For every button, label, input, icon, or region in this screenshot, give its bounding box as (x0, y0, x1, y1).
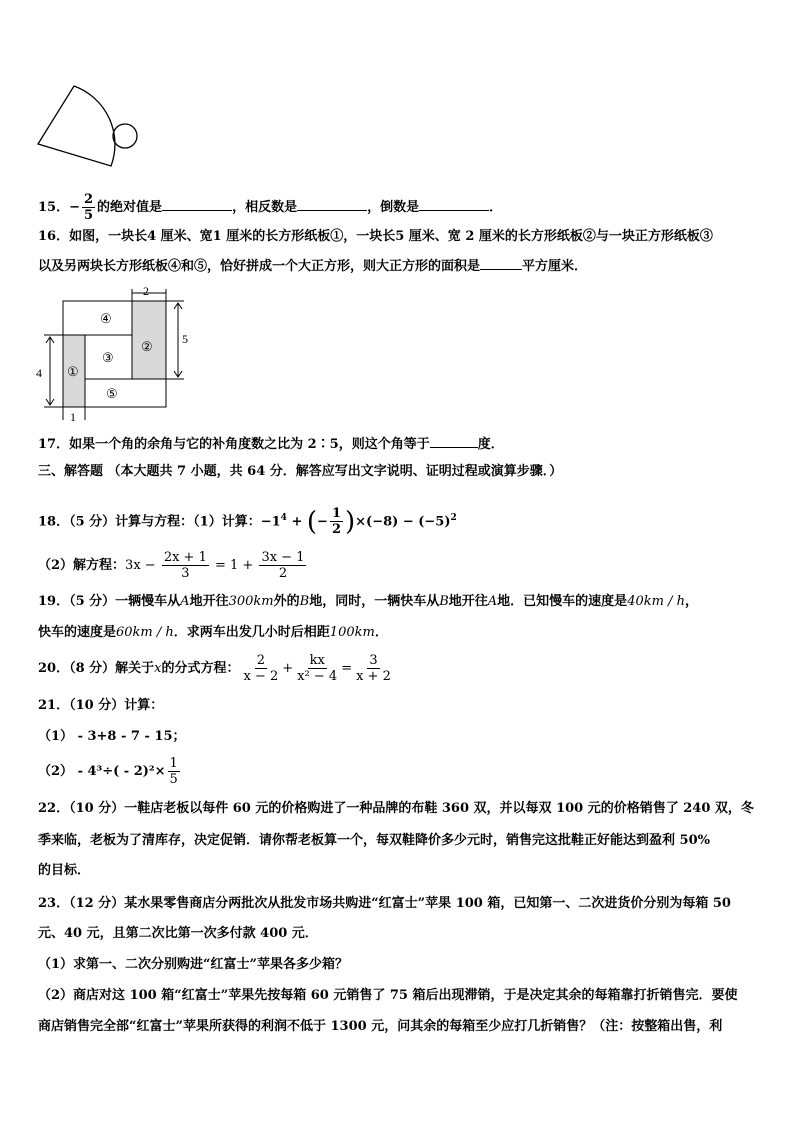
label-dim-4: 4 (36, 366, 42, 380)
question-23-line2: 元、40 元，且第二次比第一次多付款 400 元． (38, 926, 318, 941)
question-23-line4: （2）商店对这 100 箱“红富士”苹果先按每箱 60 元销售了 75 箱后出现滞销，于是决定其余的每箱靠打折销售完．要使 (38, 988, 738, 1003)
answer-blank (430, 447, 478, 448)
question-22-line3: 的目标． (38, 863, 91, 878)
question-20: 20．（8 分）解关于x的分式方程： $\frac{2}{x - 2}$ + $\frac{kx}{\text{x² − 4}}$ = $\frac{3}{x + 2}$ (38, 653, 391, 684)
question-18-part2: （2）解方程：3x − $\frac{2x + 1}{3}$ = 1 + $\frac{3x - 1}{2}$ (38, 550, 305, 581)
question-23-line1: 23．（12 分）某水果零售商店分两批次从批发市场共购进“红富士”苹果 100 箱，已知第一、二次进货价分别为每箱 50 (38, 896, 731, 911)
fraction-two-fifths: $\frac{2}{5}$ (84, 192, 94, 223)
fraction: $\frac{2}{x - 2}$ (243, 653, 279, 684)
fraction: $\frac{3}{x + 2}$ (356, 653, 391, 684)
fraction: $\frac{2x + 1}{3}$ (163, 550, 207, 581)
question-22-line1: 22．（10 分）一鞋店老板以每件 60 元的价格购进了一种品牌的布鞋 360 双，并以每双 100 元的价格销售了 240 双，冬 (38, 801, 754, 816)
label-dim-2: 2 (143, 285, 149, 298)
answer-blank (162, 210, 232, 211)
question-23-line5: 商店销售完全部“红富士”苹果所获得的利润不低于 1300 元，问其余的每箱至少应打几折销售？（注：按整箱出售，利 (38, 1019, 723, 1034)
small-circle (113, 124, 137, 148)
answer-blank (297, 210, 367, 211)
label-piece-5: ⑤ (106, 386, 118, 401)
fraction: $\frac{kx}{\text{x² − 4}}$ (297, 653, 338, 684)
question-18: 18．（5 分）计算与方程：（1）计算：$-1^4$ + (− $\frac{1}{2}$ )$\times(-8) - (-5)^2$ (38, 506, 457, 538)
sector-shape (38, 86, 115, 166)
question-19-line2: 快车的速度是60km / h．求两车出发几小时后相距100km． (38, 625, 388, 640)
question-15: 15．− $\frac{2}{5}$ 的绝对值是 ，相反数是 ，倒数是 ． (38, 192, 503, 223)
question-16-line1: 16．如图，一块长4 厘米、宽1 厘米的长方形纸板①，一块长5 厘米、宽 2 厘米的长方形纸板②与一块正方形纸板③ (38, 229, 713, 244)
rectangles-figure (30, 285, 200, 425)
label-piece-1: ① (67, 364, 79, 379)
section-3-heading: 三、解答题 （本大题共 7 小题，共 64 分．解答应写出文字说明、证明过程或演算步骤．） (38, 464, 563, 479)
question-23-line3: （1）求第一、二次分别购进“红富士”苹果各多少箱？ (38, 957, 349, 972)
question-19-line1: 19．（5 分）一辆慢车从A地开往300km外的B地，同时，一辆快车从B地开往A地．已知慢车的速度是40km / h， (38, 594, 698, 609)
label-piece-2: ② (141, 339, 153, 354)
answer-blank (419, 210, 489, 211)
question-17: 17．如果一个角的余角与它的补角度数之比为 2∶5，则这个角等于 度． (38, 437, 504, 452)
answer-blank (480, 269, 522, 270)
question-21-part1: （1） - 3+8 - 7 - 15； (38, 729, 186, 744)
label-piece-4: ④ (100, 311, 112, 326)
question-16-line2: 以及另两块长方形纸板④和⑤，恰好拼成一个大正方形，则大正方形的面积是 平方厘米． (38, 259, 588, 274)
label-dim-1: 1 (70, 410, 76, 424)
fraction-one-half: $\frac{1}{2}$ (331, 506, 341, 538)
piece-5-rect (85, 379, 166, 407)
question-21-part2: （2） - 4³÷( - 2)²× $\frac{1}{5}$ (38, 756, 178, 787)
question-21: 21．（10 分）计算： (38, 698, 164, 713)
fraction-one-fifth: $\frac{1}{5}$ (169, 756, 178, 787)
sector-circle-figure (30, 80, 150, 175)
question-22-line2: 季来临，老板为了清库存，决定促销．请你帮老板算一个，每双鞋降价多少元时，销售完这批鞋正好能达到盈利 50% (38, 833, 710, 848)
label-piece-3: ③ (102, 350, 114, 365)
label-dim-5: 5 (182, 332, 188, 346)
piece-4-rect (63, 301, 132, 335)
fraction: $\frac{3x - 1}{2}$ (261, 550, 305, 581)
